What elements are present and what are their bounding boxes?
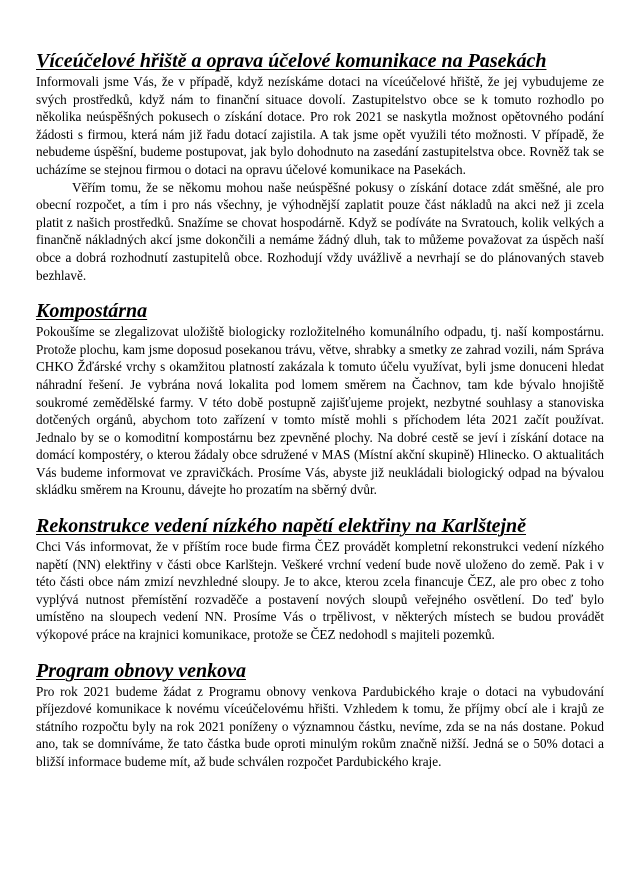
section-paragraph: Věřím tomu, že se někomu mohou naše neúspěšné pokusy o získání dotace zdát směšné, ale pro obecní rozpočet, a tím i pro nás všechny, je výhodnější zaplatit pouze část nákladů na akci než ji zcela platit z našich prostředků. Snažíme se chovat hospodárně. Když se podíváte na Svratouch, kolik velkých a finančně nákladných akcí jsme dokončili a nemáme žádný dluh, tak to můžeme považovat za úspěch naší obce a dobrá rozhodnutí zastupitelů obce. Rozhodují vždy uvážlivě a nevrhají se do plánovaných staveb bezhlavě.	[36, 179, 604, 283]
section-heading: Kompostárna	[36, 300, 148, 323]
section-playground-and-road-repair	[36, 50, 604, 284]
section-power-line-reconstruction	[36, 515, 604, 644]
section-paragraph: Pokoušíme se zlegalizovat uložiště biologicky rozložitelného komunálního odpadu, tj. naší kompostárnu. Protože plochu, kam jsme doposud posekanou trávu, větve, shrabky a smetky ze zahrad vozili, nám Správa CHKO Žďárské vrchy s okamžitou platností zakázala k tomuto účelu využívat, byli jsme donuceni hledat náhradní řešení. Je vybrána nová lokalita pod lomem směrem na Čachnov, tam kde bývalo hnojiště soukromé zemědělské farmy. V této době postupně zajišťujeme projekt, nezbytné souhlasy a stanoviska dotčených orgánů, abychom toto zařízení v tomto místě mohli s příchodem léta 2021 začít používat. Jednalo by se o komoditní kompostárnu bez zpevněné plochy. Na dobré cestě se jeví i získání dotace na domácí kompostéry, o kterou žádaly obce sdružené v MAS (Místní akční skupině) Hlinecko. O aktualitách Vás budeme informovat ve zpravičkách. Prosíme Vás, abyste již neukládali biologický odpad na bývalou skládku směrem na Krounu, dávejte ho prozatím na sběrný dvůr.	[36, 324, 604, 498]
section-heading: Rekonstrukce vedení nízkého napětí elektřiny na Karlštejně	[36, 515, 527, 538]
section-rural-renewal-program	[36, 660, 604, 771]
section-paragraph: Pro rok 2021 budeme žádat z Programu obnovy venkova Pardubického kraje o dotaci na vybudování příjezdové komunikace k novému víceúčelovému hřišti. Vzhledem k tomu, že příjmy obcí ale i krajů ze státního rozpočtu byly na rok 2021 poníženy o významnou částku, nevíme, zda se na nás dostane. Pokud ano, tak se domníváme, že tato částka bude oproti minulým rokům značně nižší. Jedná se o 50% dotaci a bližší informace budeme mít, až bude schválen rozpočet Pardubického kraje.	[36, 683, 604, 769]
section-paragraph: Informovali jsme Vás, že v případě, když nezískáme dotaci na víceúčelové hřiště, že jej vybudujeme ze svých prostředků, když nám to finanční situace dovolí. Zastupitelstvo obce se k tomuto rozhodlo po několika neúspěšných pokusech o získání dotace. Pro rok 2021 se naskytla možnost opětovného podání žádosti s firmou, která nám již řadu dotací zajistila. A tak jsme opět využili této možnosti. V případě, že nebudeme úspěšní, budeme postupovat, jak bylo dohodnuto na zasedání zastupitelstva obce. Rovněž tak se ucházíme se stejnou firmou o dotaci na opravu účelové komunikace na Pasekách.	[36, 74, 604, 177]
newsletter-page	[36, 50, 604, 771]
section-composting-plant	[36, 300, 604, 499]
section-paragraph: Chci Vás informovat, že v příštím roce bude firma ČEZ provádět kompletní rekonstrukci vedení nízkého napětí (NN) elektřiny v části obce Karlštejn. Veškeré vrchní vedení bude nově uloženo do země. Pak i v této části obce nám zmizí nevzhledné sloupy. Je to akce, kterou zcela financuje ČEZ, ale pro obec z toho vyplývá nutnost přemístění rozvaděče a postavení nových sloupů veřejného osvětlení. Do teď bylo umístěno na sloupech vedení NN. Prosíme Vás o trpělivost, v některých místech se budou provádět výkopové práce na krajnici komunikace, protože se ČEZ nedohodl s majiteli pozemků.	[36, 539, 604, 643]
section-heading: Víceúčelové hřiště a oprava účelové komunikace na Pasekách	[36, 50, 547, 72]
section-heading: Program obnovy venkova	[36, 659, 246, 682]
